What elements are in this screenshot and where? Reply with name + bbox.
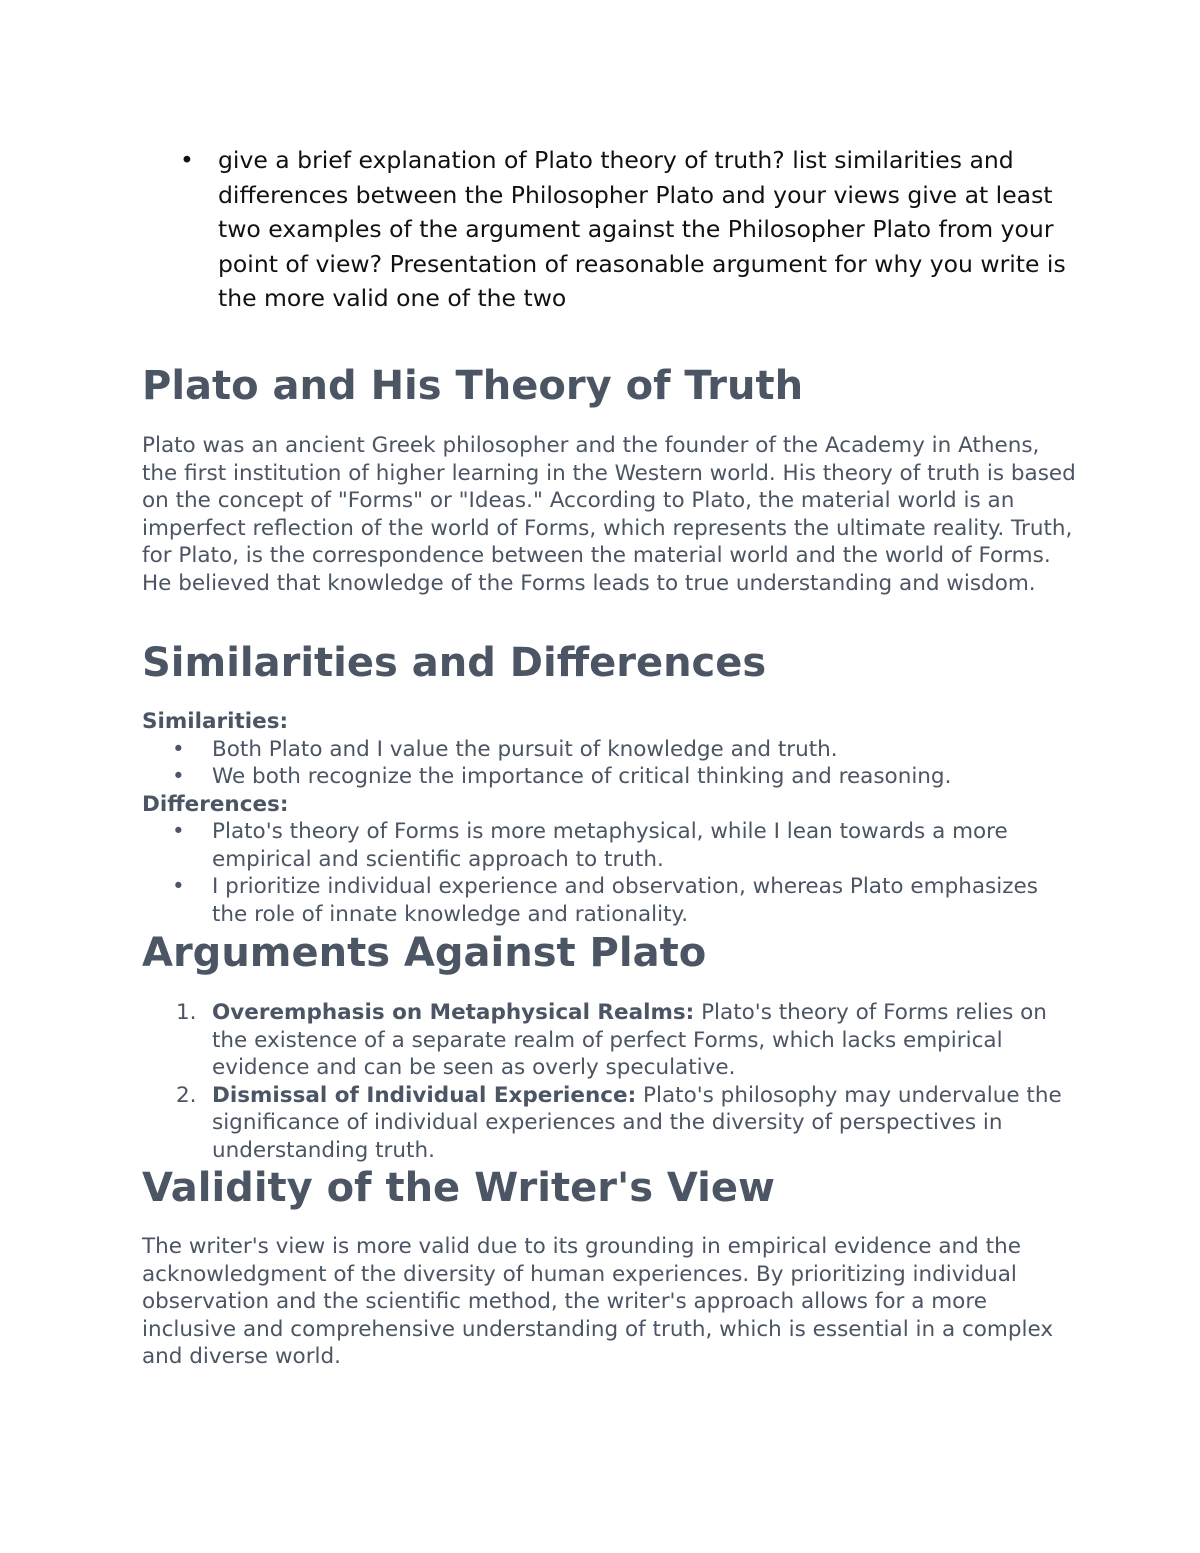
similarities-label: Similarities: (142, 709, 289, 734)
heading-arguments: Arguments Against Plato (142, 930, 707, 976)
argument-text: Plato's theory of Forms relies on the existence of a separate realm of perfect Forms, which lacks empirical evidence and can be seen as overly speculative. (212, 1000, 1047, 1080)
comparison-lists (142, 708, 1077, 928)
list-item-text: Plato's theory of Forms is more metaphysical, while I lean towards a more empirical and scientific approach to truth. (212, 819, 1008, 872)
arguments-list (142, 999, 1077, 1164)
bullet-icon: • (172, 764, 185, 789)
heading-comparison: Similarities and Differences (142, 640, 767, 686)
bullet-icon: • (172, 874, 185, 899)
theory-paragraph: Plato was an ancient Greek philosopher and the founder of the Academy in Athens, the first institution of higher learning in the Western world. His theory of truth is based on the concept of "Forms" or "Ideas." According to Plato, the material world is an imperfect reflection of the world of Forms, which represents the ultimate reality. Truth, for Plato, is the correspondence between the material world and the world of Forms. He believed that knowledge of the Forms leads to true understanding and wisdom. (142, 433, 1076, 596)
bullet-icon: • (172, 736, 185, 762)
list-item (142, 763, 1077, 791)
differences-label: Differences: (142, 791, 289, 817)
list-item-text: I prioritize individual experience and observation, whereas Plato emphasizes the role of innate knowledge and rationality. (212, 874, 1038, 927)
prompt-text: give a brief explanation of Plato theory of truth? list similarities and differences between the Philosopher Plato and your views give at least two examples of the argument against the Philosopher Plato from your point of view? Presentation of reasonable argument for why you write is the more valid one of the two (218, 146, 1066, 313)
list-item (142, 818, 1077, 873)
list-number: 1. (176, 1000, 197, 1025)
argument-title: Dismissal of Individual Experience: (212, 1082, 637, 1108)
list-item (142, 873, 1077, 928)
heading-theory: Plato and His Theory of Truth (142, 363, 804, 409)
list-item (142, 736, 1077, 764)
argument-title: Overemphasis on Metaphysical Realms: (212, 1000, 695, 1025)
list-item (142, 999, 1077, 1082)
list-item (142, 1082, 1077, 1165)
argument-text: Plato's philosophy may undervalue the significance of individual experiences and the diversity of perspectives in understanding truth. (212, 1082, 1062, 1163)
list-item-text: We both recognize the importance of critical thinking and reasoning. (212, 764, 952, 789)
assignment-prompt (180, 143, 1080, 316)
bullet-icon: • (172, 819, 185, 844)
list-item-text: Both Plato and I value the pursuit of knowledge and truth. (212, 736, 838, 762)
list-number: 2. (176, 1082, 197, 1108)
validity-paragraph: The writer's view is more valid due to its grounding in empirical evidence and the acknowledgment of the diversity of human experiences. By prioritizing individual observation and the scientific method, the writer's approach allows for a more inclusive and comprehensive understanding of truth, which is essential in a complex and diverse world. (142, 1234, 1054, 1369)
bullet-icon: • (180, 146, 194, 174)
heading-validity: Validity of the Writer's View (142, 1165, 775, 1211)
